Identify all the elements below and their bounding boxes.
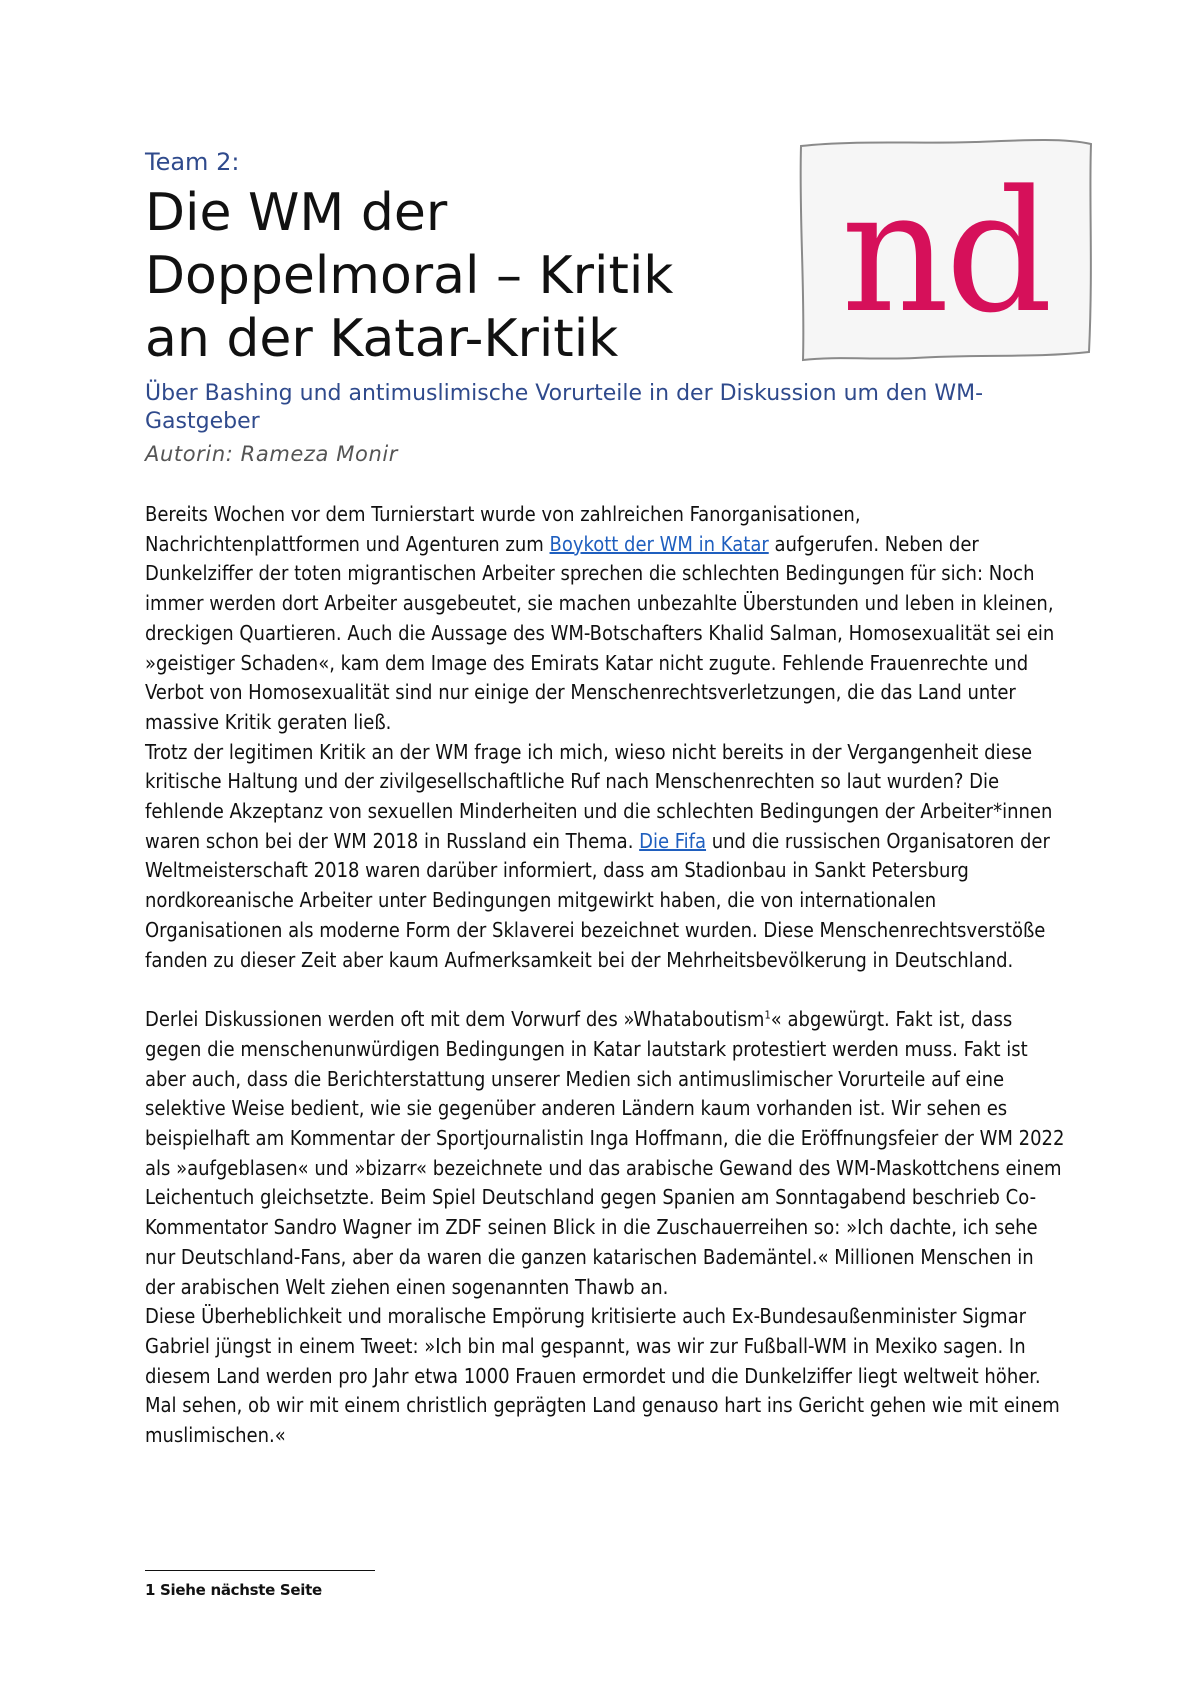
- boykott-link[interactable]: Boykott der WM in Katar: [549, 531, 769, 556]
- article-title: [145, 182, 765, 371]
- team-label: Team 2:: [145, 148, 240, 176]
- paragraph-3-text-b: « abgewürgt. Fakt ist, dass gegen die menschenunwürdigen Bedingungen in Katar lautstark protestiert werden muss. Fakt ist aber auch, dass die Berichterstattung unserer Medien sich antimuslimischer Vorurteile auf eine selektive Weise bedient, wie sie gegenüber anderen Ländern kaum vorhanden ist. Wir sehen es beispielhaft am Kommentar der Sportjournalistin Inga Hoffmann, die die Eröffnungsfeier der WM 2022 als »aufgeblasen« und »bizarr« bezeichnete und das arabische Gewand des WM-Maskottchens einem Leichentuch gleichsetzte. Beim Spiel Deutschland gegen Spanien am Sonntagabend beschrieb Co-Kommentator Sandro Wagner im ZDF seinen Blick in die Zuschauerreihen so: »Ich dachte, ich sehe nur Deutschland-Fans, aber da waren die ganzen katarischen Bademäntel.« Millionen Menschen in der arabischen Welt ziehen einen sogenannten Thawb an.: [145, 1007, 1065, 1299]
- title-line-2: Doppelmoral – Kritik: [145, 246, 674, 306]
- paragraph-3: [145, 1005, 1065, 1302]
- paragraph-4: Diese Überheblichkeit und moralische Empörung kritisierte auch Ex-Bundesaußenminister Sigmar Gabriel jüngst in einem Tweet: »Ich bin mal gespannt, was wir zur Fußball-WM in Mexiko sagen. In diesem Land werden pro Jahr etwa 1000 Frauen ermordet und die Dunkelziffer liegt weltweit höher. Mal sehen, ob wir mit einem christlich geprägten Land genauso hart ins Gericht gehen wie mit einem muslimischen.«: [145, 1304, 1060, 1448]
- footnote-ref: 1: [764, 1008, 771, 1022]
- article-body: [145, 500, 1065, 1451]
- paragraph-1-text-a: Bereits Wochen vor dem Turnierstart wurde von zahlreichen Fanorganisationen, Nachrichtenplattformen und Agenturen zum: [145, 502, 861, 556]
- paragraph-3-text-a: Derlei Diskussionen werden oft mit dem Vorwurf des »Whataboutism: [145, 1007, 765, 1032]
- title-line-3: an der Katar-Kritik: [145, 309, 619, 369]
- footnote: 1 Siehe nächste Seite: [145, 1581, 322, 1599]
- footnote-rule: [145, 1570, 375, 1571]
- paragraph-1-text-b: aufgerufen. Neben der Dunkelziffer der toten migrantischen Arbeiter sprechen die schlechten Bedingungen für sich: Noch immer werden dort Arbeiter ausgebeutet, sie machen unbezahlte Überstunden und leben in kleinen, dreckigen Quartieren. Auch die Aussage des WM-Botschafters Khalid Salman, Homosexualität sei ein »geistiger Schaden«, kam dem Image des Emirats Katar nicht zugute. Fehlende Frauenrechte und Verbot von Homosexualität sind nur einige der Menschenrechtsverletzungen, die das Land unter massive Kritik geraten ließ.: [145, 531, 1055, 734]
- nd-logo: [795, 138, 1095, 363]
- paragraph-1: [145, 500, 1065, 738]
- paragraph-2-text-a: Trotz der legitimen Kritik an der WM frage ich mich, wieso nicht bereits in der Vergangenheit diese kritische Haltung und der zivilgesellschaftliche Ruf nach Menschenrechten so laut wurden? Die fehlende Akzeptanz von sexuellen Minderheiten und die schlechten Bedingungen der Arbeiter*innen waren schon bei der WM 2018 in Russland ein Thema.: [145, 739, 1053, 853]
- logo-text: nd: [841, 154, 1049, 350]
- paragraph-2: [145, 738, 1065, 976]
- article-subtitle: Über Bashing und antimuslimische Vorurteile in der Diskussion um den WM-Gastgeber: [145, 381, 984, 434]
- article-author: Autorin: Rameza Monir: [145, 442, 399, 466]
- title-line-1: Die WM der: [145, 183, 448, 243]
- paragraph-gap: [145, 975, 1065, 1005]
- fifa-link[interactable]: Die Fifa: [639, 828, 707, 853]
- paragraph-2-text-b: und die russischen Organisatoren der Weltmeisterschaft 2018 waren darüber informiert, dass am Stadionbau in Sankt Petersburg nordkoreanische Arbeiter unter Bedingungen mitgewirkt haben, die von internationalen Organisationen als moderne Form der Sklaverei bezeichnet wurden. Diese Menschenrechtsverstöße fanden zu dieser Zeit aber kaum Aufmerksamkeit bei der Mehrheitsbevölkerung in Deutschland.: [145, 828, 1050, 972]
